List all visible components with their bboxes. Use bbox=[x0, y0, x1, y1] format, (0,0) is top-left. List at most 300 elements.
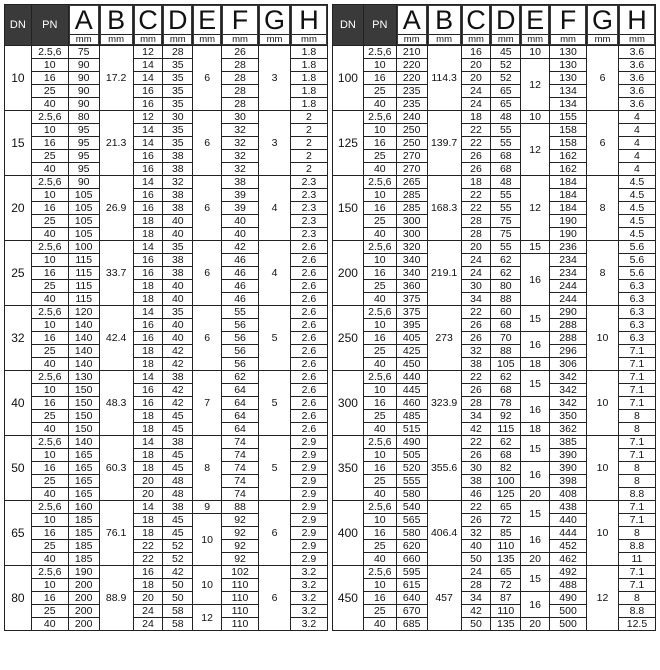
e-cell: 20 bbox=[521, 488, 550, 501]
h-cell: 4 bbox=[618, 163, 655, 176]
table-row bbox=[333, 371, 656, 384]
pn-cell: 2.5,6 bbox=[31, 46, 68, 59]
a-cell: 165 bbox=[68, 449, 99, 462]
a-cell: 425 bbox=[396, 345, 427, 358]
pn-cell: 16 bbox=[363, 202, 396, 215]
f-cell: 500 bbox=[550, 605, 587, 618]
a-cell: 640 bbox=[396, 592, 427, 605]
f-cell: 350 bbox=[550, 410, 587, 423]
a-cell: 515 bbox=[396, 423, 427, 436]
pn-cell: 40 bbox=[363, 618, 396, 631]
pn-cell: 10 bbox=[363, 189, 396, 202]
table-row bbox=[5, 566, 328, 579]
a-cell: 130 bbox=[68, 371, 99, 384]
dn-cell: 125 bbox=[333, 111, 364, 176]
pn-cell: 25 bbox=[363, 605, 396, 618]
h-cell: 2.6 bbox=[290, 254, 327, 267]
pn-cell: 16 bbox=[363, 397, 396, 410]
a-cell: 505 bbox=[396, 449, 427, 462]
pn-cell: 25 bbox=[31, 345, 68, 358]
c-cell: 14 bbox=[133, 137, 163, 150]
h-cell: 2.9 bbox=[290, 540, 327, 553]
d-cell: 45 bbox=[163, 462, 193, 475]
a-cell: 165 bbox=[68, 462, 99, 475]
column-letter: B bbox=[435, 5, 454, 35]
c-cell: 18 bbox=[461, 176, 491, 189]
pn-cell: 10 bbox=[363, 514, 396, 527]
dn-cell: 40 bbox=[5, 371, 32, 436]
g-cell: 8 bbox=[587, 241, 619, 306]
h-cell: 12.5 bbox=[618, 618, 655, 631]
a-cell: 340 bbox=[396, 254, 427, 267]
f-cell: 92 bbox=[222, 527, 259, 540]
d-cell: 68 bbox=[491, 384, 521, 397]
d-cell: 48 bbox=[163, 488, 193, 501]
column-letter: F bbox=[559, 5, 577, 35]
a-cell: 670 bbox=[396, 605, 427, 618]
d-cell: 38 bbox=[163, 371, 193, 384]
e-cell: 18 bbox=[521, 358, 550, 371]
g-cell: 3 bbox=[259, 111, 291, 176]
f-cell: 92 bbox=[222, 540, 259, 553]
h-cell: 2.9 bbox=[290, 527, 327, 540]
f-cell: 290 bbox=[550, 306, 587, 319]
c-cell: 16 bbox=[133, 332, 163, 345]
h-cell: 8 bbox=[618, 527, 655, 540]
a-cell: 185 bbox=[68, 514, 99, 527]
pn-cell: 10 bbox=[363, 124, 396, 137]
d-cell: 42 bbox=[163, 397, 193, 410]
c-cell: 20 bbox=[461, 241, 491, 254]
pn-cell: 25 bbox=[363, 150, 396, 163]
b-cell: 33.7 bbox=[99, 241, 133, 306]
f-cell: 38 bbox=[222, 176, 259, 189]
d-cell: 38 bbox=[163, 501, 193, 514]
c-cell: 14 bbox=[133, 306, 163, 319]
f-cell: 162 bbox=[550, 163, 587, 176]
column-header-e bbox=[193, 5, 222, 46]
f-cell: 28 bbox=[222, 59, 259, 72]
d-cell: 40 bbox=[163, 319, 193, 332]
a-cell: 140 bbox=[68, 319, 99, 332]
a-cell: 200 bbox=[68, 579, 99, 592]
column-header-box bbox=[620, 6, 654, 44]
f-cell: 184 bbox=[550, 176, 587, 189]
c-cell: 22 bbox=[461, 137, 491, 150]
a-cell: 210 bbox=[396, 46, 427, 59]
c-cell: 18 bbox=[133, 514, 163, 527]
pn-header: PN bbox=[363, 5, 396, 46]
pn-cell: 40 bbox=[31, 488, 68, 501]
e-cell: 15 bbox=[521, 566, 550, 592]
c-cell: 16 bbox=[133, 85, 163, 98]
d-cell: 38 bbox=[163, 436, 193, 449]
h-cell: 2.9 bbox=[290, 462, 327, 475]
column-header-e bbox=[521, 5, 550, 46]
pn-cell: 16 bbox=[31, 592, 68, 605]
pn-cell: 2.5,6 bbox=[363, 176, 396, 189]
a-cell: 250 bbox=[396, 124, 427, 137]
f-cell: 92 bbox=[222, 514, 259, 527]
pn-cell: 25 bbox=[31, 410, 68, 423]
d-cell: 135 bbox=[491, 553, 521, 566]
d-cell: 42 bbox=[163, 384, 193, 397]
pn-cell: 10 bbox=[31, 59, 68, 72]
h-cell: 4 bbox=[618, 111, 655, 124]
column-header-b bbox=[427, 5, 461, 46]
g-cell: 10 bbox=[587, 436, 619, 501]
d-cell: 45 bbox=[163, 423, 193, 436]
table-row bbox=[333, 501, 656, 514]
table-row bbox=[333, 176, 656, 189]
f-cell: 236 bbox=[550, 241, 587, 254]
f-cell: 56 bbox=[222, 345, 259, 358]
dn-header: DN bbox=[333, 5, 364, 46]
f-cell: 184 bbox=[550, 202, 587, 215]
d-cell: 35 bbox=[163, 241, 193, 254]
c-cell: 24 bbox=[461, 98, 491, 111]
h-cell: 2.6 bbox=[290, 267, 327, 280]
column-unit: mm bbox=[292, 34, 326, 45]
d-cell: 72 bbox=[491, 514, 521, 527]
a-cell: 685 bbox=[396, 618, 427, 631]
a-cell: 115 bbox=[68, 293, 99, 306]
c-cell: 16 bbox=[133, 202, 163, 215]
c-cell: 42 bbox=[461, 423, 491, 436]
h-cell: 2.6 bbox=[290, 241, 327, 254]
f-cell: 390 bbox=[550, 449, 587, 462]
column-letter: B bbox=[107, 5, 126, 35]
column-letter: A bbox=[74, 5, 93, 35]
pn-cell: 25 bbox=[363, 345, 396, 358]
d-cell: 40 bbox=[163, 332, 193, 345]
f-cell: 385 bbox=[550, 436, 587, 449]
pn-cell: 2.5,6 bbox=[363, 111, 396, 124]
c-cell: 16 bbox=[133, 384, 163, 397]
f-cell: 102 bbox=[222, 566, 259, 579]
a-cell: 375 bbox=[396, 293, 427, 306]
e-cell: 8 bbox=[193, 436, 222, 501]
pn-cell: 10 bbox=[363, 384, 396, 397]
h-cell: 3.6 bbox=[618, 59, 655, 72]
d-cell: 50 bbox=[163, 592, 193, 605]
pn-cell: 40 bbox=[31, 618, 68, 631]
column-header-box bbox=[260, 6, 289, 44]
table-row bbox=[333, 436, 656, 449]
e-cell: 6 bbox=[193, 111, 222, 176]
table-row bbox=[5, 176, 328, 189]
column-unit: mm bbox=[260, 34, 289, 45]
d-cell: 40 bbox=[163, 293, 193, 306]
d-cell: 48 bbox=[491, 176, 521, 189]
g-cell: 5 bbox=[259, 436, 291, 501]
a-cell: 90 bbox=[68, 85, 99, 98]
c-cell: 24 bbox=[461, 566, 491, 579]
dn-cell: 32 bbox=[5, 306, 32, 371]
a-cell: 115 bbox=[68, 254, 99, 267]
h-cell: 1.8 bbox=[290, 72, 327, 85]
a-cell: 185 bbox=[68, 553, 99, 566]
b-cell: 323.9 bbox=[427, 371, 461, 436]
g-cell: 3 bbox=[259, 46, 291, 111]
pn-cell: 10 bbox=[31, 189, 68, 202]
d-cell: 48 bbox=[491, 111, 521, 124]
d-cell: 40 bbox=[163, 228, 193, 241]
column-header-box bbox=[551, 6, 585, 44]
table-row bbox=[333, 241, 656, 254]
g-cell: 4 bbox=[259, 241, 291, 306]
a-cell: 115 bbox=[68, 280, 99, 293]
c-cell: 28 bbox=[461, 215, 491, 228]
h-cell: 2.9 bbox=[290, 553, 327, 566]
column-unit: mm bbox=[194, 34, 220, 45]
c-cell: 28 bbox=[461, 397, 491, 410]
d-cell: 38 bbox=[163, 267, 193, 280]
f-cell: 288 bbox=[550, 332, 587, 345]
column-header-box bbox=[429, 6, 460, 44]
column-header-box bbox=[135, 6, 162, 44]
d-cell: 55 bbox=[491, 202, 521, 215]
c-cell: 30 bbox=[461, 462, 491, 475]
c-cell: 16 bbox=[461, 46, 491, 59]
f-cell: 398 bbox=[550, 475, 587, 488]
column-unit: mm bbox=[620, 34, 654, 45]
f-cell: 190 bbox=[550, 215, 587, 228]
c-cell: 18 bbox=[133, 215, 163, 228]
d-cell: 68 bbox=[491, 319, 521, 332]
pn-cell: 16 bbox=[363, 72, 396, 85]
d-cell: 125 bbox=[491, 488, 521, 501]
h-cell: 7.1 bbox=[618, 358, 655, 371]
f-cell: 488 bbox=[550, 579, 587, 592]
e-cell: 10 bbox=[521, 46, 550, 59]
table-row bbox=[333, 306, 656, 319]
b-cell: 21.3 bbox=[99, 111, 133, 176]
c-cell: 34 bbox=[461, 293, 491, 306]
h-cell: 7.1 bbox=[618, 449, 655, 462]
e-cell: 18 bbox=[521, 423, 550, 436]
d-cell: 80 bbox=[491, 280, 521, 293]
d-cell: 35 bbox=[163, 124, 193, 137]
c-cell: 40 bbox=[461, 540, 491, 553]
f-cell: 134 bbox=[550, 98, 587, 111]
g-cell: 8 bbox=[587, 176, 619, 241]
h-cell: 11 bbox=[618, 553, 655, 566]
column-header-box bbox=[463, 6, 490, 44]
pn-cell: 2.5,6 bbox=[363, 501, 396, 514]
column-header-h bbox=[618, 5, 655, 46]
f-cell: 130 bbox=[550, 46, 587, 59]
c-cell: 26 bbox=[461, 319, 491, 332]
a-cell: 150 bbox=[68, 397, 99, 410]
dn-cell: 10 bbox=[5, 46, 32, 111]
h-cell: 8.8 bbox=[618, 605, 655, 618]
f-cell: 46 bbox=[222, 254, 259, 267]
e-cell: 6 bbox=[193, 176, 222, 241]
h-cell: 5.6 bbox=[618, 241, 655, 254]
f-cell: 234 bbox=[550, 254, 587, 267]
c-cell: 50 bbox=[461, 618, 491, 631]
pn-cell: 16 bbox=[31, 72, 68, 85]
c-cell: 18 bbox=[461, 111, 491, 124]
f-cell: 74 bbox=[222, 449, 259, 462]
dn-cell: 450 bbox=[333, 566, 364, 631]
column-unit: mm bbox=[429, 34, 460, 45]
a-cell: 340 bbox=[396, 267, 427, 280]
d-cell: 52 bbox=[163, 540, 193, 553]
pn-cell: 25 bbox=[363, 410, 396, 423]
f-cell: 306 bbox=[550, 358, 587, 371]
column-letter: C bbox=[138, 5, 158, 35]
d-cell: 68 bbox=[491, 449, 521, 462]
d-cell: 68 bbox=[491, 163, 521, 176]
c-cell: 18 bbox=[133, 449, 163, 462]
f-cell: 40 bbox=[222, 228, 259, 241]
d-cell: 38 bbox=[163, 189, 193, 202]
column-header-a bbox=[68, 5, 99, 46]
d-cell: 50 bbox=[163, 579, 193, 592]
g-cell: 10 bbox=[587, 501, 619, 566]
header-row bbox=[5, 5, 328, 46]
column-letter: C bbox=[466, 5, 486, 35]
column-letter: F bbox=[231, 5, 249, 35]
h-cell: 2 bbox=[290, 137, 327, 150]
h-cell: 2.6 bbox=[290, 371, 327, 384]
h-cell: 3.2 bbox=[290, 566, 327, 579]
a-cell: 140 bbox=[68, 345, 99, 358]
f-cell: 452 bbox=[550, 540, 587, 553]
g-cell: 10 bbox=[587, 371, 619, 436]
e-cell: 20 bbox=[521, 618, 550, 631]
g-cell: 6 bbox=[259, 501, 291, 566]
h-cell: 8 bbox=[618, 592, 655, 605]
dn-cell: 15 bbox=[5, 111, 32, 176]
pn-header: PN bbox=[31, 5, 68, 46]
table-row bbox=[5, 501, 328, 514]
d-cell: 58 bbox=[163, 605, 193, 618]
c-cell: 14 bbox=[133, 501, 163, 514]
d-cell: 45 bbox=[163, 527, 193, 540]
g-cell: 10 bbox=[587, 306, 619, 371]
d-cell: 100 bbox=[491, 475, 521, 488]
f-cell: 26 bbox=[222, 46, 259, 59]
d-cell: 65 bbox=[491, 566, 521, 579]
h-cell: 2.3 bbox=[290, 202, 327, 215]
a-cell: 165 bbox=[68, 488, 99, 501]
f-cell: 46 bbox=[222, 267, 259, 280]
dn-cell: 50 bbox=[5, 436, 32, 501]
d-cell: 78 bbox=[491, 397, 521, 410]
d-cell: 48 bbox=[163, 475, 193, 488]
d-cell: 35 bbox=[163, 72, 193, 85]
a-cell: 150 bbox=[68, 410, 99, 423]
column-letter: D bbox=[168, 5, 188, 35]
d-cell: 115 bbox=[491, 423, 521, 436]
pn-cell: 40 bbox=[31, 98, 68, 111]
c-cell: 22 bbox=[461, 306, 491, 319]
b-cell: 17.2 bbox=[99, 46, 133, 111]
pn-cell: 25 bbox=[31, 280, 68, 293]
d-cell: 62 bbox=[491, 254, 521, 267]
table-row bbox=[5, 371, 328, 384]
d-cell: 40 bbox=[163, 280, 193, 293]
d-cell: 52 bbox=[491, 59, 521, 72]
table-row bbox=[333, 111, 656, 124]
g-cell: 6 bbox=[587, 111, 619, 176]
g-cell: 5 bbox=[259, 306, 291, 371]
h-cell: 3.6 bbox=[618, 46, 655, 59]
h-cell: 2.6 bbox=[290, 306, 327, 319]
h-cell: 7.1 bbox=[618, 384, 655, 397]
a-cell: 320 bbox=[396, 241, 427, 254]
a-cell: 240 bbox=[396, 111, 427, 124]
h-cell: 2.3 bbox=[290, 189, 327, 202]
pn-cell: 25 bbox=[31, 605, 68, 618]
table-row bbox=[5, 46, 328, 59]
c-cell: 22 bbox=[461, 436, 491, 449]
b-cell: 168.3 bbox=[427, 176, 461, 241]
column-unit: mm bbox=[223, 34, 257, 45]
pn-cell: 16 bbox=[31, 332, 68, 345]
column-letter: G bbox=[591, 5, 613, 35]
a-cell: 445 bbox=[396, 384, 427, 397]
e-cell: 15 bbox=[521, 306, 550, 332]
e-cell: 9 bbox=[193, 501, 222, 514]
pn-cell: 25 bbox=[31, 85, 68, 98]
e-cell: 15 bbox=[521, 436, 550, 462]
h-cell: 2.9 bbox=[290, 488, 327, 501]
pn-cell: 40 bbox=[363, 98, 396, 111]
h-cell: 2.3 bbox=[290, 215, 327, 228]
pn-cell: 2.5,6 bbox=[31, 111, 68, 124]
pn-cell: 2.5,6 bbox=[31, 436, 68, 449]
g-cell: 4 bbox=[259, 176, 291, 241]
c-cell: 18 bbox=[133, 293, 163, 306]
f-cell: 155 bbox=[550, 111, 587, 124]
f-cell: 342 bbox=[550, 384, 587, 397]
f-cell: 342 bbox=[550, 397, 587, 410]
pn-cell: 2.5,6 bbox=[31, 306, 68, 319]
e-cell: 16 bbox=[521, 462, 550, 488]
f-cell: 492 bbox=[550, 566, 587, 579]
h-cell: 3.6 bbox=[618, 85, 655, 98]
a-cell: 580 bbox=[396, 527, 427, 540]
c-cell: 32 bbox=[461, 527, 491, 540]
dimension-table-left bbox=[4, 4, 328, 631]
pn-cell: 2.5,6 bbox=[31, 371, 68, 384]
h-cell: 8 bbox=[618, 410, 655, 423]
c-cell: 14 bbox=[133, 371, 163, 384]
d-cell: 35 bbox=[163, 137, 193, 150]
c-cell: 26 bbox=[461, 332, 491, 345]
h-cell: 7.1 bbox=[618, 514, 655, 527]
column-letter: E bbox=[526, 5, 545, 35]
f-cell: 130 bbox=[550, 59, 587, 72]
c-cell: 14 bbox=[133, 59, 163, 72]
a-cell: 140 bbox=[68, 358, 99, 371]
c-cell: 26 bbox=[461, 514, 491, 527]
pn-cell: 25 bbox=[31, 215, 68, 228]
h-cell: 1.8 bbox=[290, 98, 327, 111]
f-cell: 130 bbox=[550, 72, 587, 85]
d-cell: 135 bbox=[491, 618, 521, 631]
b-cell: 457 bbox=[427, 566, 461, 631]
column-letter: E bbox=[198, 5, 217, 35]
c-cell: 28 bbox=[461, 579, 491, 592]
dimension-table-right bbox=[332, 4, 656, 631]
b-cell: 406.4 bbox=[427, 501, 461, 566]
d-cell: 62 bbox=[491, 267, 521, 280]
